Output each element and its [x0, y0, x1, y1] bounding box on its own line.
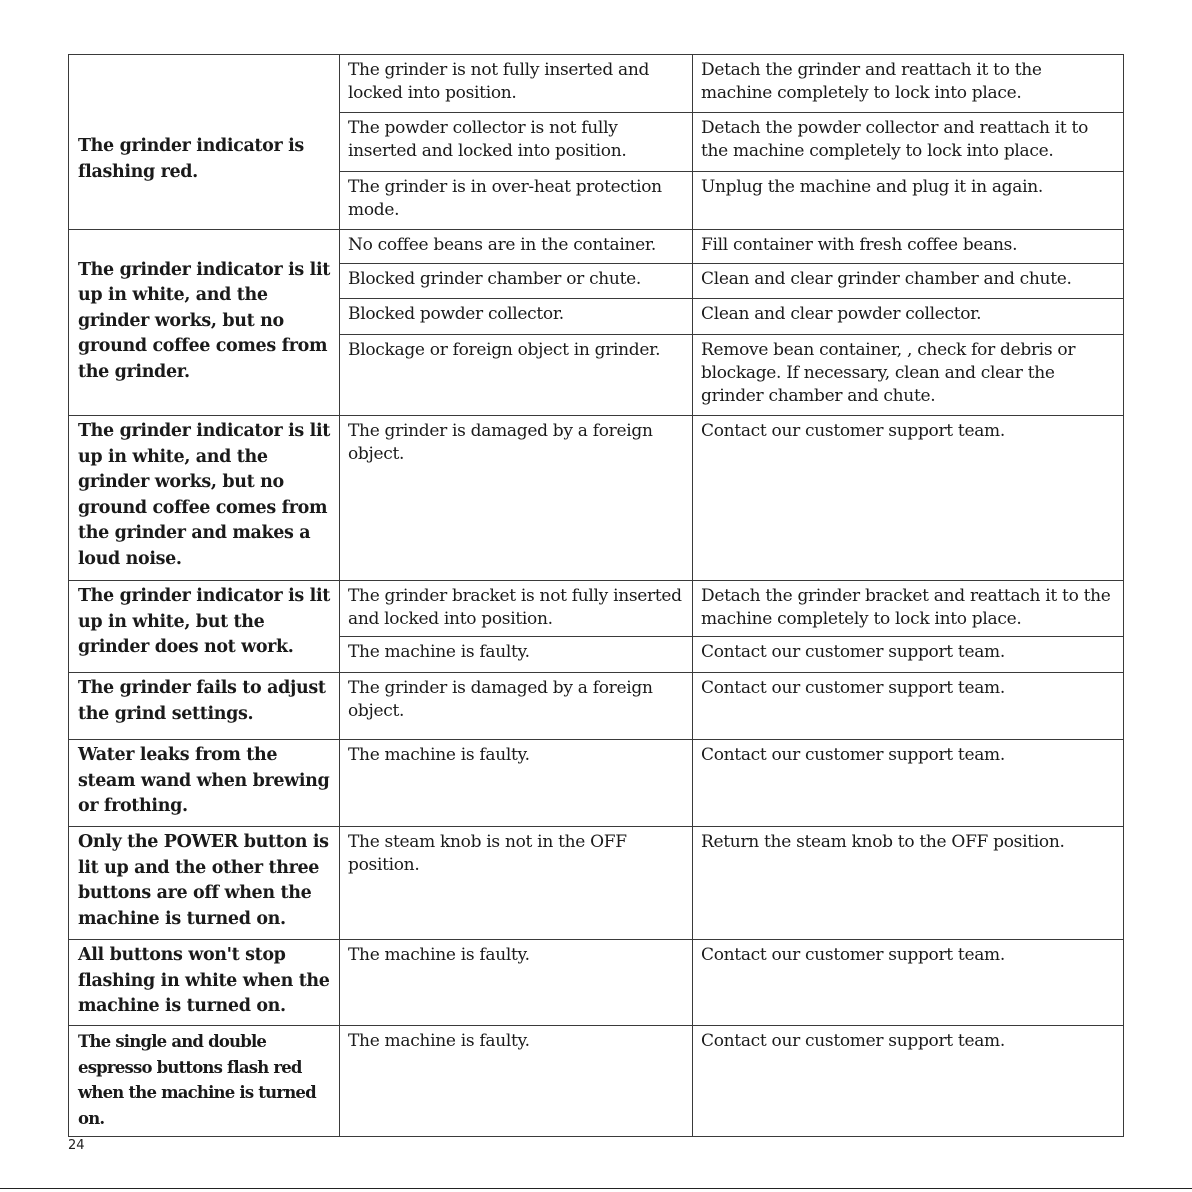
solution-cell: Detach the powder collector and reattach it to the machine completely to lock into place. [693, 113, 1124, 172]
solution-cell: Detach the grinder and reattach it to the machine completely to lock into place. [693, 55, 1124, 113]
cause-cell: The machine is faulty. [340, 940, 693, 1026]
problem-cell: All buttons won't stop flashing in white when the machine is turned on. [69, 940, 340, 1026]
cause-cell: The grinder bracket is not fully inserted and locked into position. [340, 581, 693, 637]
cause-cell: Blockage or foreign object in grinder. [340, 335, 693, 416]
table-row [69, 827, 1124, 940]
table-row [69, 1026, 1124, 1137]
table-row [69, 581, 1124, 637]
problem-cell: The grinder fails to adjust the grind settings. [69, 673, 340, 740]
solution-cell: Fill container with fresh coffee beans. [693, 230, 1124, 264]
problem-cell: The grinder indicator is lit up in white, and the grinder works, but no ground coffee comes from the grinder and makes a loud noise. [69, 416, 340, 581]
solution-cell: Contact our customer support team. [693, 416, 1124, 581]
solution-cell: Contact our customer support team. [693, 740, 1124, 827]
solution-cell: Contact our customer support team. [693, 1026, 1124, 1137]
cause-cell: Blocked powder collector. [340, 299, 693, 335]
cause-cell: The machine is faulty. [340, 637, 693, 673]
solution-cell: Unplug the machine and plug it in again. [693, 172, 1124, 230]
problem-cell: The grinder indicator is flashing red. [69, 55, 340, 230]
table-row [69, 673, 1124, 740]
cause-cell: The machine is faulty. [340, 740, 693, 827]
bottom-divider [0, 1188, 1192, 1189]
problem-cell: Water leaks from the steam wand when brewing or frothing. [69, 740, 340, 827]
table-row [69, 230, 1124, 264]
problem-cell: The grinder indicator is lit up in white, but the grinder does not work. [69, 581, 340, 673]
solution-cell: Return the steam knob to the OFF position. [693, 827, 1124, 940]
table-row [69, 55, 1124, 113]
cause-cell: The powder collector is not fully inserted and locked into position. [340, 113, 693, 172]
solution-cell: Contact our customer support team. [693, 637, 1124, 673]
solution-cell: Contact our customer support team. [693, 940, 1124, 1026]
cause-cell: Blocked grinder chamber or chute. [340, 264, 693, 299]
troubleshooting-table [68, 54, 1124, 1137]
table-row [69, 416, 1124, 581]
solution-cell: Clean and clear powder collector. [693, 299, 1124, 335]
cause-cell: The machine is faulty. [340, 1026, 693, 1137]
cause-cell: No coffee beans are in the container. [340, 230, 693, 264]
cause-cell: The grinder is in over-heat protection mode. [340, 172, 693, 230]
solution-cell: Contact our customer support team. [693, 673, 1124, 740]
cause-cell: The grinder is damaged by a foreign object. [340, 673, 693, 740]
solution-cell: Detach the grinder bracket and reattach it to the machine completely to lock into place. [693, 581, 1124, 637]
table-row [69, 940, 1124, 1026]
cause-cell: The grinder is damaged by a foreign object. [340, 416, 693, 581]
problem-cell: Only the POWER button is lit up and the other three buttons are off when the machine is turned on. [69, 827, 340, 940]
solution-cell: Clean and clear grinder chamber and chute. [693, 264, 1124, 299]
page-number: 24 [68, 1138, 85, 1153]
cause-cell: The steam knob is not in the OFF position. [340, 827, 693, 940]
table-row [69, 740, 1124, 827]
solution-cell: Remove bean container, , check for debris or blockage. If necessary, clean and clear the grinder chamber and chute. [693, 335, 1124, 416]
problem-cell: The grinder indicator is lit up in white, and the grinder works, but no ground coffee comes from the grinder. [69, 230, 340, 416]
problem-cell: The single and double espresso buttons flash red when the machine is turned on. [69, 1026, 340, 1137]
cause-cell: The grinder is not fully inserted and locked into position. [340, 55, 693, 113]
